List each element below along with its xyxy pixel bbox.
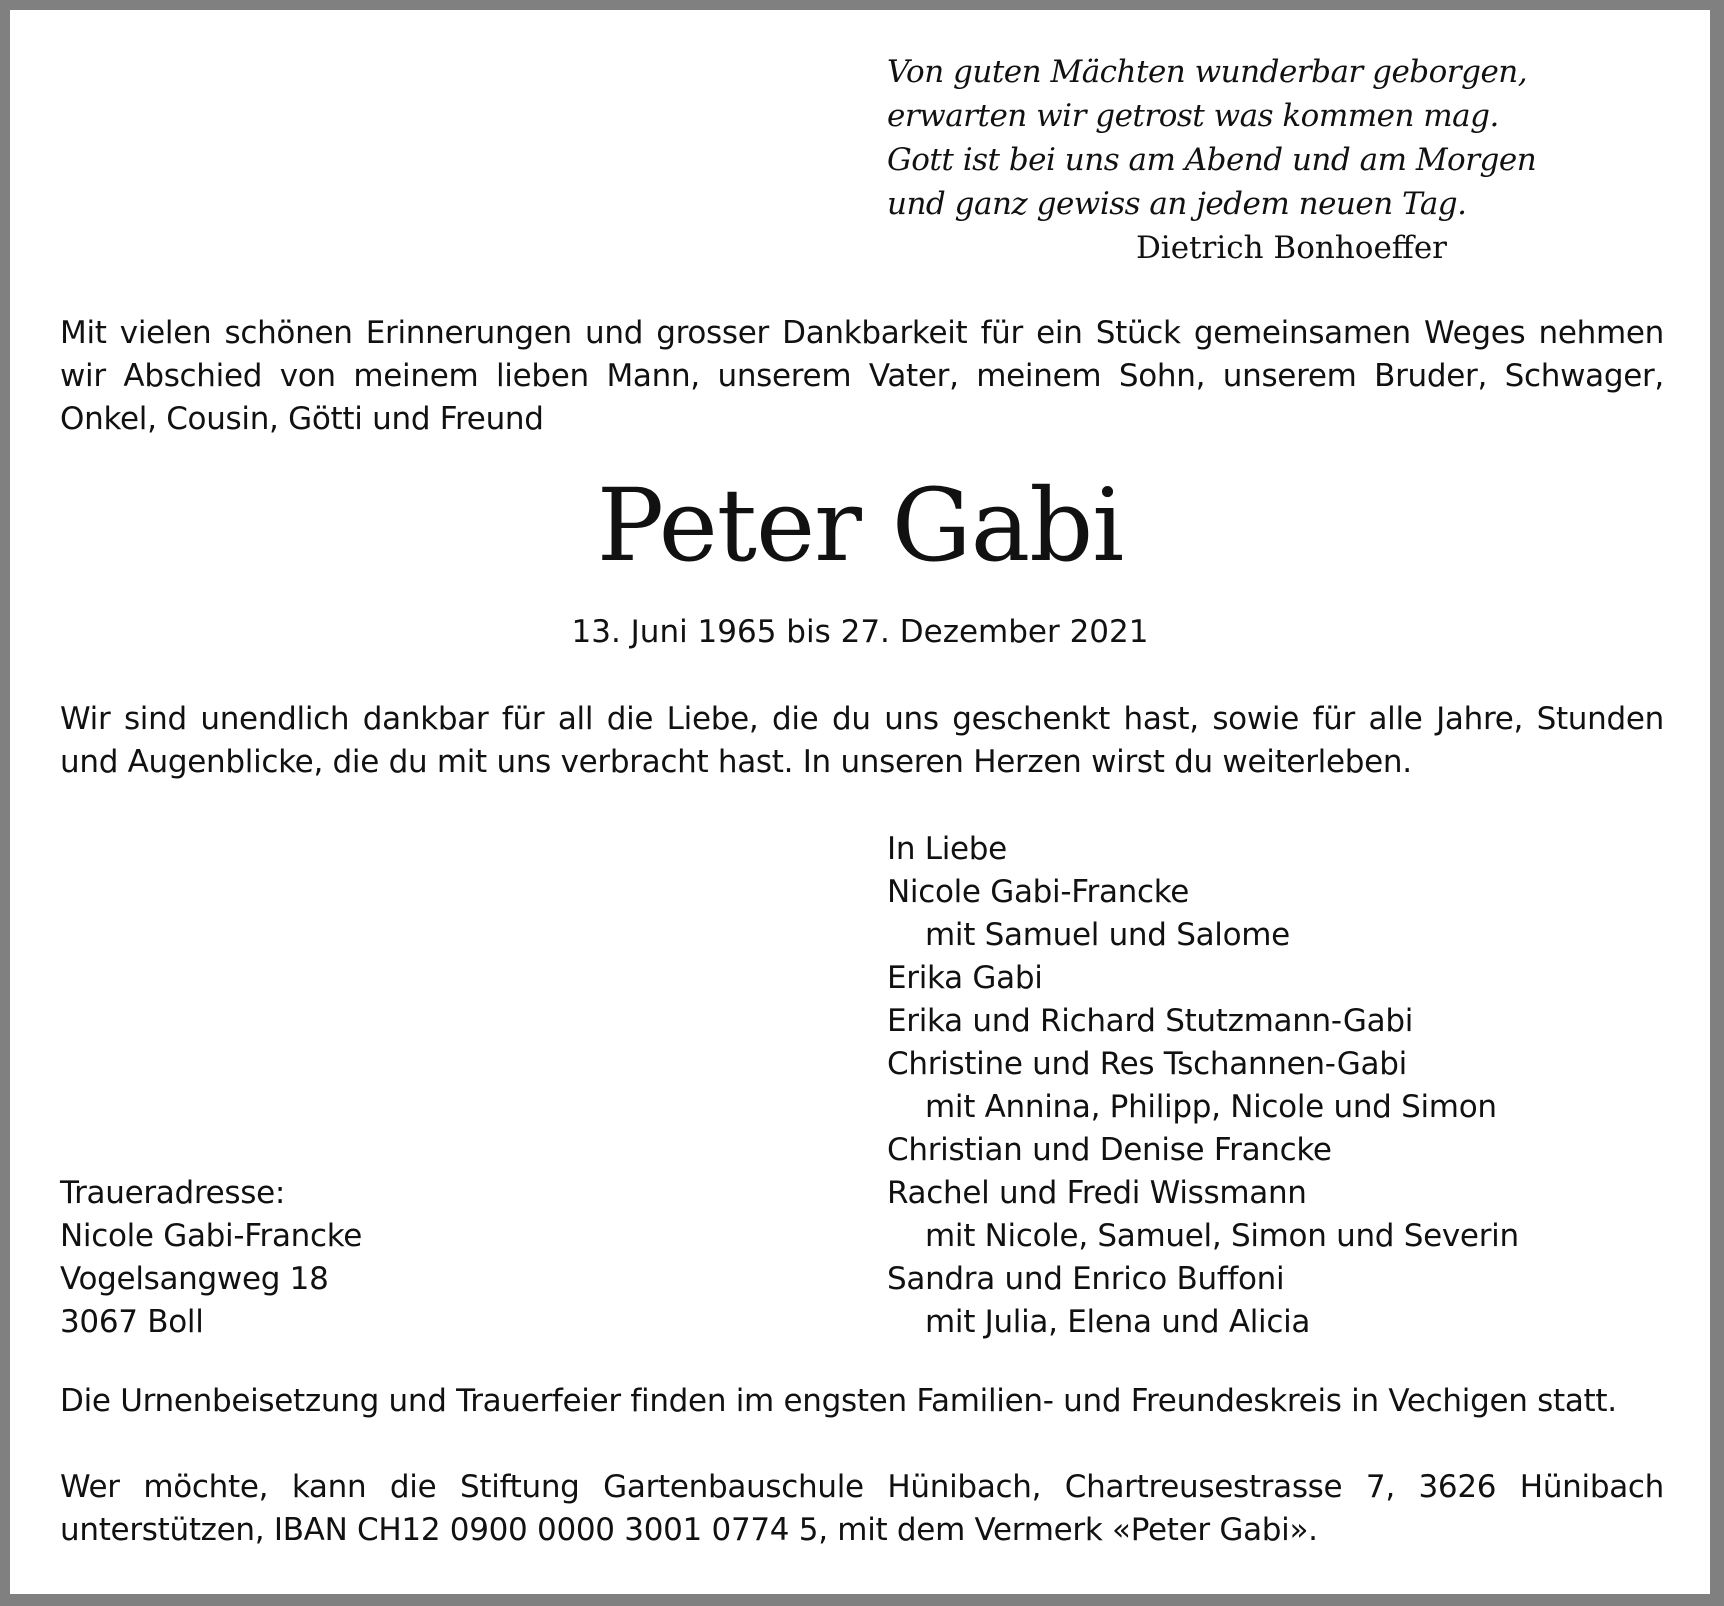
life-dates: 13. Juni 1965 bis 27. Dezember 2021: [571, 614, 1149, 650]
quote-author: Dietrich Bonhoeffer: [1135, 230, 1447, 266]
mourning-address: [60, 1172, 660, 1344]
address-label: Traueradresse:: [60, 1175, 286, 1211]
bonhoeffer-quote: [887, 50, 1577, 270]
quote-line: und ganz gewiss an jedem neuen Tag.: [887, 186, 1467, 222]
mourner-row: Nicole Gabi-Francke: [887, 874, 1190, 910]
mourner-row: mit Samuel und Salome: [925, 917, 1290, 953]
quote-line: Von guten Mächten wunderbar geborgen,: [887, 54, 1528, 90]
mourner-row: In Liebe: [887, 831, 1007, 867]
mourner-row: Erika Gabi: [887, 960, 1043, 996]
mourner-row: Christine und Res Tschannen-Gabi: [887, 1046, 1407, 1082]
mourner-row: mit Annina, Philipp, Nicole und Simon: [925, 1089, 1497, 1125]
mourner-row: mit Julia, Elena und Alicia: [925, 1304, 1311, 1340]
mourner-row: Sandra und Enrico Buffoni: [887, 1261, 1285, 1297]
mourner-row: mit Nicole, Samuel, Simon und Severin: [925, 1218, 1519, 1254]
thanks-paragraph: Wir sind unendlich dankbar für all die Liebe, die du uns geschenkt hast, sowie für alle Jahre, Stunden und Augenblicke, die du mit uns verbracht hast. In unseren Herzen wirst du weiterleben.: [60, 701, 1664, 780]
quote-line: Gott ist bei uns am Abend und am Morgen: [887, 142, 1537, 178]
address-name: Nicole Gabi-Francke: [60, 1218, 363, 1254]
mourner-row: Rachel und Fredi Wissmann: [887, 1175, 1307, 1211]
quote-line: erwarten wir getrost was kommen mag.: [887, 98, 1499, 134]
address-street: Vogelsangweg 18: [60, 1261, 329, 1297]
mourner-row: Christian und Denise Francke: [887, 1132, 1332, 1168]
mourners-list: [887, 828, 1667, 1344]
donation-notice: Wer möchte, kann die Stiftung Gartenbauschule Hünibach, Chartreusestrasse 7, 3626 Hünibach unterstützen, IBAN CH12 0900 0000 3001 0774 5, mit dem Vermerk «Peter Gabi».: [60, 1469, 1664, 1548]
mourner-row: Erika und Richard Stutzmann-Gabi: [887, 1003, 1414, 1039]
deceased-name: Peter Gabi: [596, 467, 1124, 584]
obituary-notice: [10, 10, 1710, 1594]
intro-paragraph: Mit vielen schönen Erinnerungen und grosser Dankbarkeit für ein Stück gemeinsamen Weges nehmen wir Abschied von meinem lieben Mann, unserem Vater, meinem Sohn, unserem Bruder, Schwager, Onkel, Cousin, Götti und Freund: [60, 315, 1664, 437]
address-city: 3067 Boll: [60, 1304, 204, 1340]
ceremony-notice: Die Urnenbeisetzung und Trauerfeier finden im engsten Familien- und Freundeskreis in Vechigen statt.: [60, 1383, 1617, 1419]
